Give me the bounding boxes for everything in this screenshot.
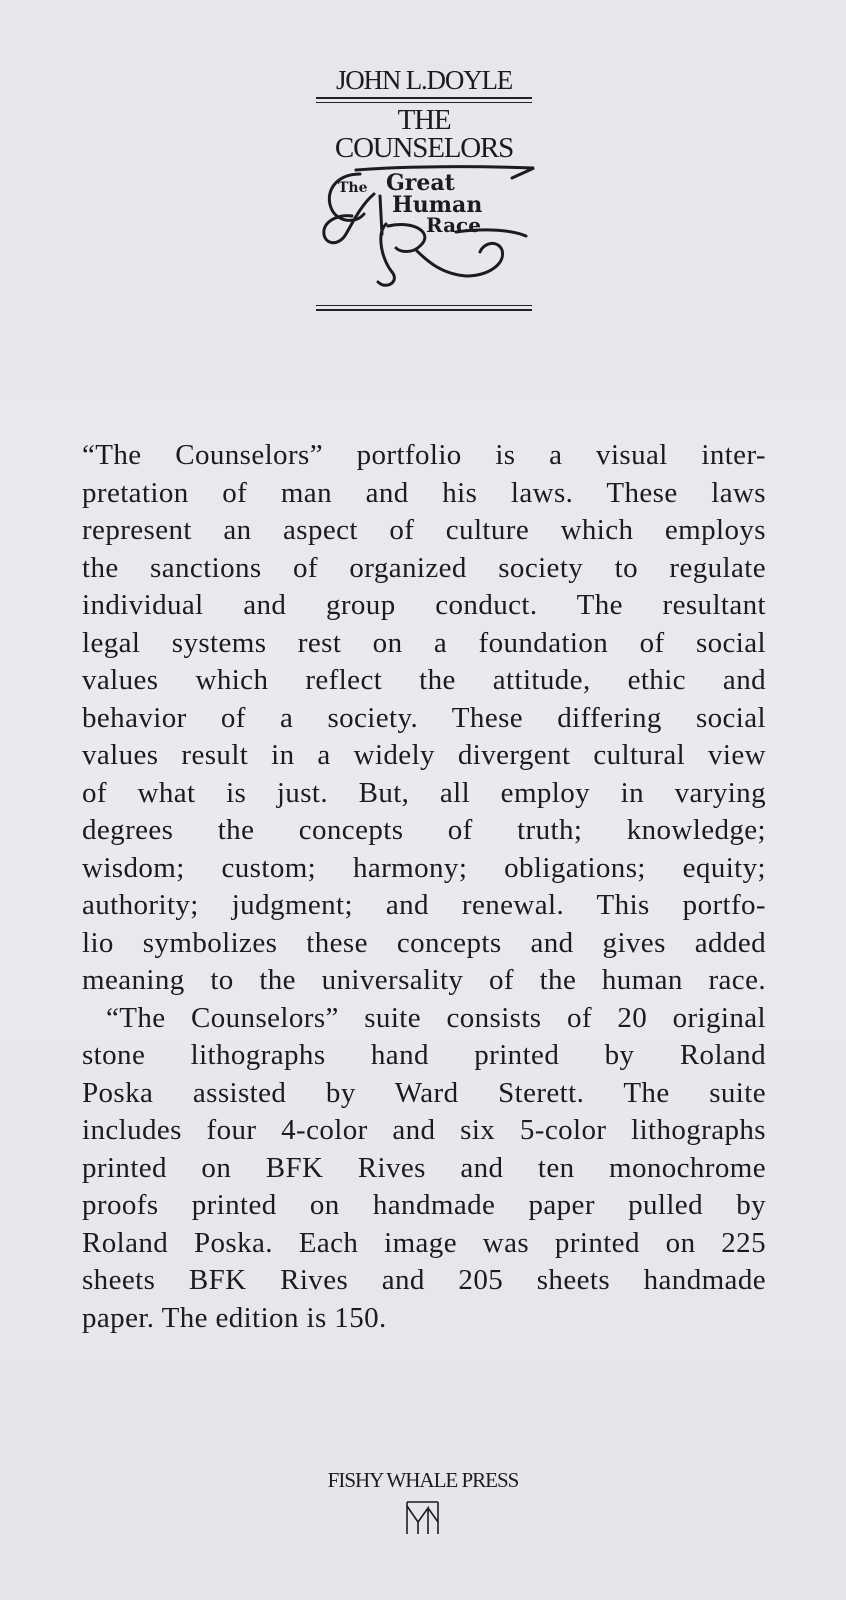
text-line: “The Counselors” portfolio is a visual inter- [82,439,766,471]
rule-top-1 [316,97,532,99]
text-line: individual and group conduct. The resultant [82,589,766,621]
title-block [316,62,532,292]
text-line: degrees the concepts of truth; knowledge; [82,814,766,846]
text-line: pretation of man and his laws. These laws [82,476,766,509]
text-line: of what is just. But, all employ in varying [82,776,766,809]
publisher-name: FISHY WHALE PRESS [327,1468,519,1492]
text-line: Roland Poska. Each image was printed on 225 [82,1226,766,1259]
text-line: behavior of a society. These differing social [82,701,766,734]
text-line: represent an aspect of culture which employs [82,514,766,546]
text-line: values which reflect the attitude, ethic and [82,664,766,696]
text-line: printed on BFK Rives and ten monochrome [82,1151,766,1184]
text-line: values result in a widely divergent cultural view [82,739,766,771]
text-line: meaning to the universality of the human race. [82,964,766,996]
logo-word-great: Great [386,170,455,196]
text-line: paper. The edition is 150. [82,1301,387,1334]
text-line: proofs printed on handmade paper pulled by [82,1189,766,1221]
rule-bottom-1 [316,305,532,306]
text-line: authority; judgment; and renewal. This portfo- [82,889,766,921]
text-line: sheets BFK Rives and 205 sheets handmade [82,1264,766,1296]
logo-word-race: Race [426,213,481,237]
text-line: Poska assisted by Ward Sterett. The suite [82,1076,766,1109]
author-name: JOHN L.DOYLE [335,65,513,95]
text-line: includes four 4-color and six 5-color lithographs [82,1114,766,1146]
title-line-2: COUNSELORS [334,132,514,164]
great-human-race-logo [316,164,540,292]
text-line: wisdom; custom; harmony; obligations; equity; [82,851,766,884]
text-line: lio symbolizes these concepts and gives added [82,926,766,959]
logo-word-the: The [338,180,368,196]
text-line: legal systems rest on a foundation of social [82,626,766,659]
text-line: stone lithographs hand printed by Roland [82,1039,766,1071]
logo-word-human: Human [392,192,483,218]
text-line: “The Counselors” suite consists of 20 original [106,1001,766,1034]
description-text [82,437,766,1337]
text-line: the sanctions of organized society to regulate [82,551,766,584]
rule-top-2 [316,102,532,103]
rule-bottom-2 [316,309,532,311]
title-block-bottom-rules [316,302,532,314]
fishy-whale-press-mark-icon [404,1500,442,1536]
title-line-1: THE [397,104,451,136]
